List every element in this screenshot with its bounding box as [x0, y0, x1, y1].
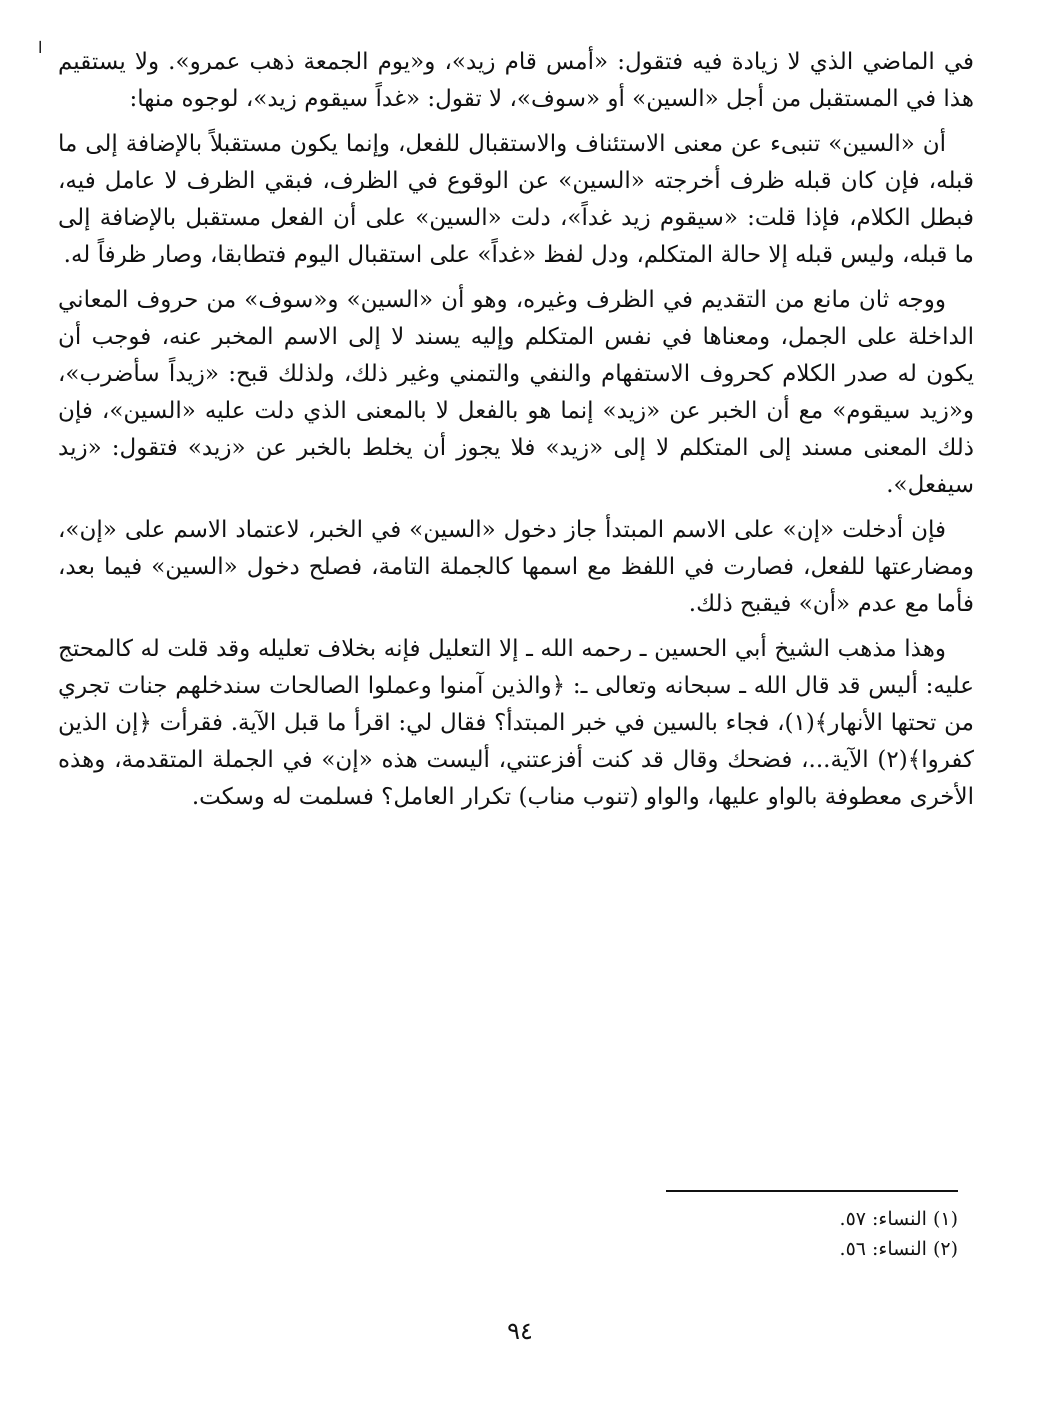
paragraph-1: في الماضي الذي لا زيادة فيه فتقول: «أمس قام زيد»، و«يوم الجمعة ذهب عمرو». ولا يستقيم هذا في المستقبل من أجل «السين» أو «سوف»، لا تقول: «غداً سيقوم زيد»، لوجوه منها:: [58, 49, 974, 112]
footnote-1: (١) النساء: ٥٧.: [839, 1208, 958, 1230]
paragraph-2: أن «السين» تنبىء عن معنى الاستئناف والاستقبال للفعل، وإنما يكون مستقبلاً بالإضافة إلى ما قبله، فإن كان قبله ظرف أخرجته «السين» عن الوقوع في الظرف، فبقي الظرف لا عامل فيه، فبطل الكلام، فإذا قلت: «سيقوم زيد غداً»، دلت «السين» على أن الفعل مستقبل بالإضافة إلى ما قبله، وليس قبله إلا حالة المتكلم، ودل لفظ «غداً» على استقبال اليوم فتطابقا، وصار ظرفاً له.: [58, 131, 974, 268]
footnote-2: (٢) النساء: ٥٦.: [839, 1238, 958, 1260]
main-text: [58, 44, 974, 824]
paragraph-3: ووجه ثان مانع من التقديم في الظرف وغيره، وهو أن «السين» و«سوف» من حروف المعاني الداخلة على الجمل، ومعناها في نفس المتكلم وإليه يسند لا إلى الاسم المخبر عنه، فوجب أن يكون له صدر الكلام كحروف الاستفهام والنفي والتمني وغير ذلك، ولذلك قبح: «زيداً سأضرب»، و«زيد سيقوم» مع أن الخبر عن «زيد» إنما هو بالفعل لا بالمعنى الذي دلت عليه «السين»، فإن ذلك المعنى مسند إلى المتكلم لا إلى «زيد» فلا يجوز أن يخلط بالخبر عن «زيد» فتقول: «زيد سيفعل».: [58, 287, 974, 498]
footnotes: [600, 1204, 958, 1264]
page-number: ٩٤: [507, 1317, 533, 1345]
corner-mark: ا: [38, 38, 43, 57]
footnote-divider: [666, 1190, 958, 1192]
paragraph-5: وهذا مذهب الشيخ أبي الحسين ـ رحمه الله ـ إلا التعليل فإنه بخلاف تعليله وقد قلت له كالمحتج عليه: أليس قد قال الله ـ سبحانه وتعالى ـ: ﴿والذين آمنوا وعملوا الصالحات سندخلهم جنات تجري من تحتها الأنهار﴾(١)، فجاء بالسين في خبر المبتدأ؟ فقال لي: اقرأ ما قبل الآية. فقرأت ﴿إن الذين كفروا﴾(٢) الآية...، فضحك وقال قد كنت أفزعتني، أليست هذه «إن» في الجملة المتقدمة، وهذه الأخرى معطوفة بالواو عليها، والواو (تنوب مناب) تكرار العامل؟ فسلمت له وسكت.: [58, 636, 974, 810]
paragraph-4: فإن أدخلت «إن» على الاسم المبتدأ جاز دخول «السين» في الخبر، لاعتماد الاسم على «إن»، ومضارعتها للفعل، فصارت في اللفظ مع اسمها كالجملة التامة، فصلح دخول «السين» فيما بعد، فأما مع عدم «أن» فيقبح ذلك.: [58, 517, 974, 617]
